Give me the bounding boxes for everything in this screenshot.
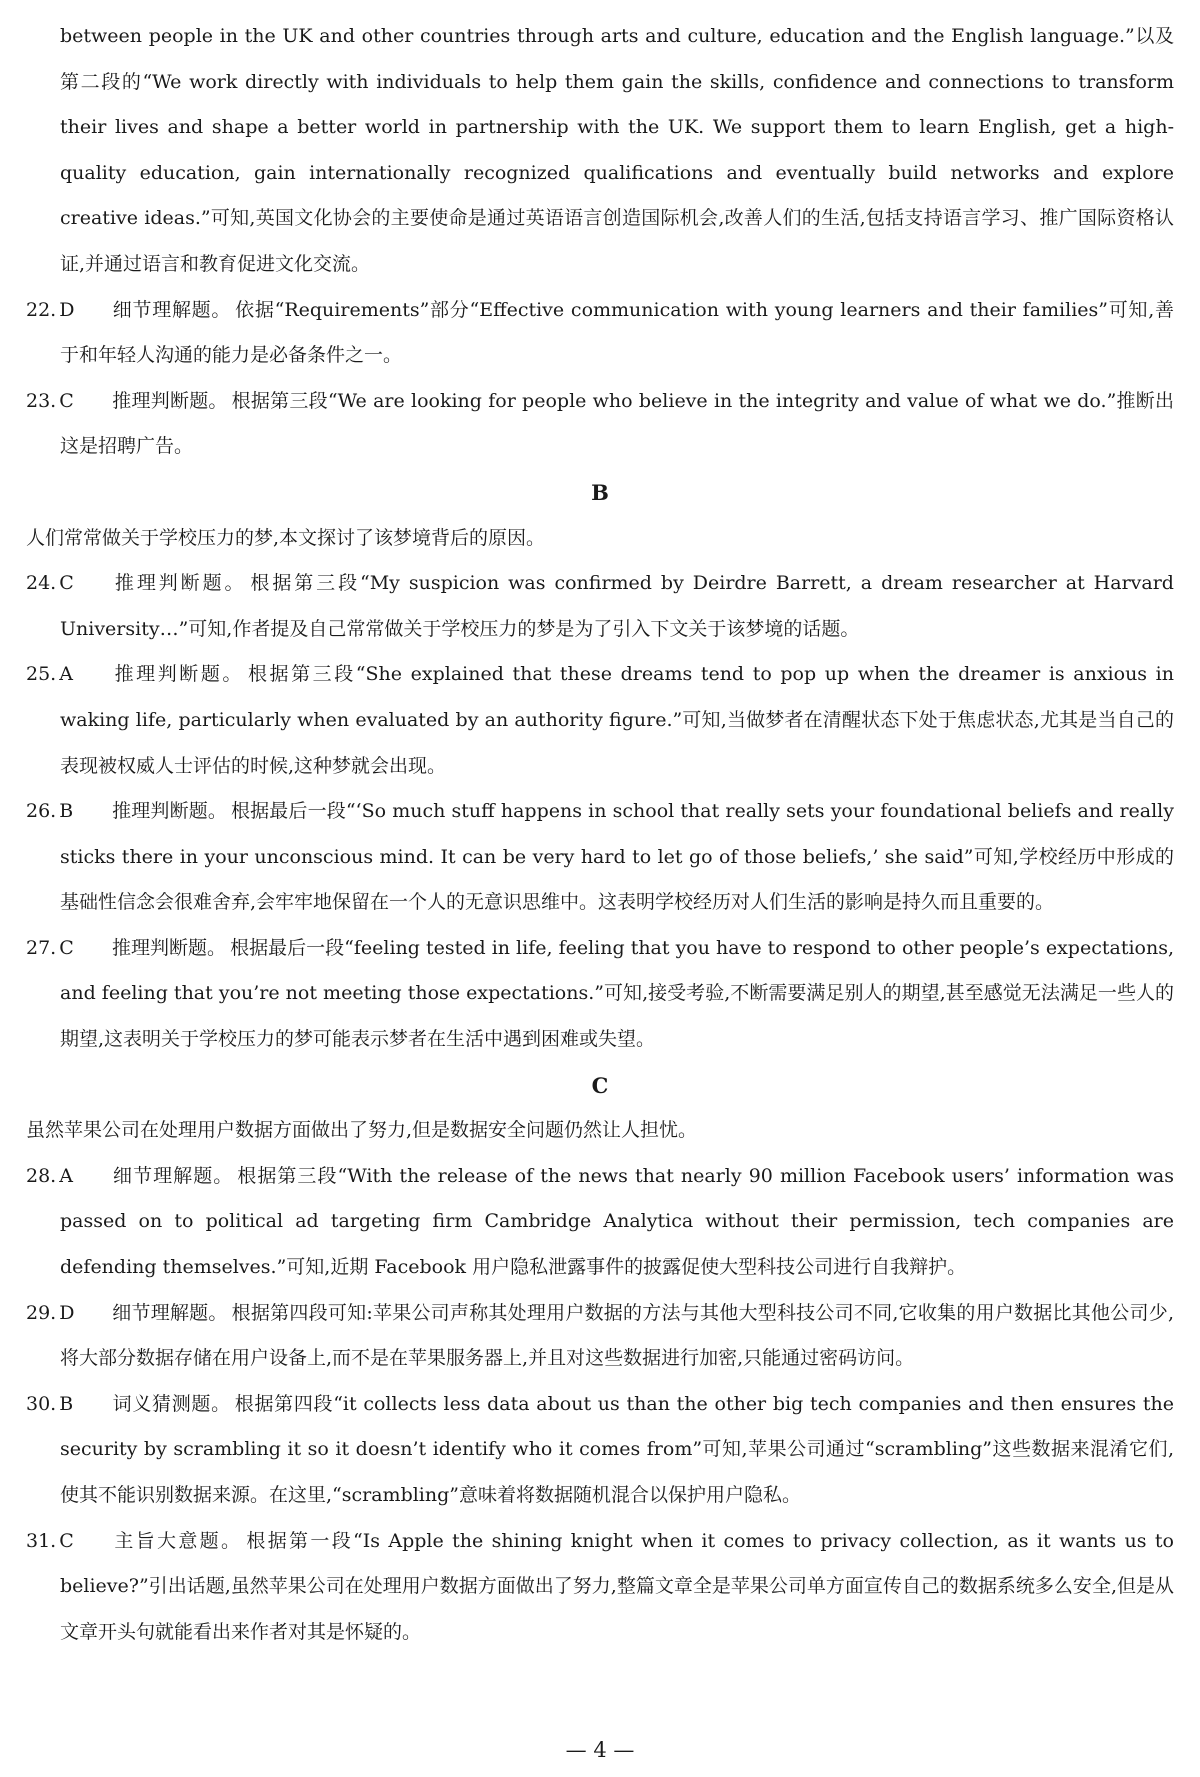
- question-type: 推理判断题。: [112, 389, 228, 412]
- explanation-text: 依据“Requirements”部分“Effective communication with young learners and their families”可知,善于和年轻人沟通的能力是必备条件之一。: [60, 298, 1174, 367]
- section-summary-b: 人们常常做关于学校压力的梦,本文探讨了该梦境背后的原因。: [26, 526, 546, 549]
- answer-item-22: [26, 288, 1174, 379]
- answer-letter: A: [59, 1164, 73, 1187]
- explanation-text: 根据第三段“My suspicion was confirmed by Deirdre Barrett, a dream researcher at Harvard University…”可知,作者提及自己常常做关于学校压力的梦是为了引入下文关于该梦境的话题。: [60, 572, 1174, 640]
- question-type: 细节理解题。: [112, 298, 232, 321]
- question-number: 25.: [26, 663, 57, 686]
- question-number: 24.: [26, 572, 57, 595]
- question-type: 细节理解题。: [112, 1301, 228, 1324]
- question-number: 31.: [26, 1529, 57, 1552]
- question-number: 28.: [26, 1164, 57, 1187]
- question-number: 29.: [26, 1301, 57, 1324]
- q21-continuation: between people in the UK and other countries through arts and culture, education and the English language.”以及第二段的“We work directly with individuals to help them gain the skills, confidence and connections to transform their lives and shape a better world in partnership with the UK. We support them to learn English, get a high-quality education, gain internationally recognized qualifications and eventually build networks and explore creative ideas.”可知,英国文化协会的主要使命是通过英语语言创造国际机会,改善人们的生活,包括支持语言学习、推广国际资格认证,并通过语言和教育促进文化交流。: [60, 25, 1174, 275]
- answer-item-28: [26, 1154, 1174, 1291]
- question-type: 推理判断题。: [112, 663, 244, 686]
- answer-letter: C: [59, 1529, 74, 1552]
- explanation-text: 根据第四段可知:苹果公司声称其处理用户数据的方法与其他大型科技公司不同,它收集的用户数据比其他公司少,将大部分数据存储在用户设备上,而不是在苹果服务器上,并且对这些数据进行加密,只能通过密码访问。: [60, 1301, 1174, 1370]
- explanation-text: 根据第四段“it collects less data about us than the other big tech companies and then ensures the security by scrambling it so it doesn’t identify who it comes from”可知,苹果公司通过“scrambling”这些数据来混淆它们,使其不能识别数据来源。在这里,“scrambling”意味着将数据随机混合以保护用户隐私。: [60, 1392, 1174, 1506]
- answer-item-26: [26, 789, 1174, 926]
- page-number: — 4 —: [565, 1738, 635, 1762]
- question-type: 推理判断题。: [112, 936, 227, 959]
- answer-letter: C: [59, 389, 74, 412]
- section-summary-c: 虽然苹果公司在处理用户数据方面做出了努力,但是数据安全问题仍然让人担忧。: [26, 1119, 698, 1142]
- answer-letter: D: [59, 298, 75, 321]
- question-type: 推理判断题。: [112, 800, 227, 823]
- question-type: 细节理解题。: [112, 1164, 234, 1187]
- answer-item-23: [26, 379, 1174, 470]
- question-number: 26.: [26, 800, 57, 823]
- answer-item-29: [26, 1291, 1174, 1382]
- answer-item-30: [26, 1382, 1174, 1519]
- answer-item-24: [26, 561, 1174, 652]
- answer-letter: C: [59, 936, 74, 959]
- question-type: 词义猜测题。: [112, 1392, 231, 1415]
- question-type: 主旨大意题。: [112, 1529, 243, 1552]
- question-number: 22.: [26, 298, 57, 321]
- section-heading-b: B: [591, 479, 609, 505]
- answer-item-25: [26, 652, 1174, 789]
- answer-letter: C: [59, 572, 74, 595]
- answer-letter: A: [59, 663, 73, 686]
- explanation-text: 根据第三段“We are looking for people who believe in the integrity and value of what we do.”推断出这是招聘广告。: [60, 389, 1174, 458]
- answer-item-31: [26, 1519, 1174, 1656]
- answer-letter: B: [59, 800, 74, 823]
- answer-letter: D: [59, 1301, 75, 1324]
- explanation-text: 根据第一段“Is Apple the shining knight when it comes to privacy collection, as it wants us to believe?”引出话题,虽然苹果公司在处理用户数据方面做出了努力,整篇文章全是苹果公司单方面宣传自己的数据系统多么安全,但是从文章开头句就能看出来作者对其是怀疑的。: [60, 1529, 1174, 1643]
- explanation-text: 根据最后一段“‘So much stuff happens in school that really sets your foundational beliefs and really sticks there in your unconscious mind. It can be very hard to let go of those beliefs,’ she said”可知,学校经历中形成的基础性信念会很难舍弃,会牢牢地保留在一个人的无意识思维中。这表明学校经历对人们生活的影响是持久而且重要的。: [60, 800, 1174, 914]
- question-number: 30.: [26, 1392, 57, 1415]
- question-type: 推理判断题。: [112, 572, 247, 595]
- explanation-text: 根据最后一段“feeling tested in life, feeling that you have to respond to other people’s expectations, and feeling that you’re not meeting those expectations.”可知,接受考验,不断需要满足别人的期望,甚至感觉无法满足一些人的期望,这表明关于学校压力的梦可能表示梦者在生活中遇到困难或失望。: [60, 936, 1174, 1051]
- explanation-text: 根据第三段“She explained that these dreams tend to pop up when the dreamer is anxious in waking life, particularly when evaluated by an authority figure.”可知,当做梦者在清醒状态下处于焦虑状态,尤其是当自己的表现被权威人士评估的时候,这种梦就会出现。: [60, 663, 1174, 777]
- question-number: 23.: [26, 389, 57, 412]
- answer-key-page: [26, 14, 1174, 1655]
- question-number: 27.: [26, 936, 57, 959]
- answer-item-27: [26, 926, 1174, 1063]
- section-heading-c: C: [591, 1072, 609, 1098]
- explanation-text: 根据第三段“With the release of the news that nearly 90 million Facebook users’ information was passed on to political ad targeting firm Cambridge Analytica without their permission, tech companies are defending themselves.”可知,近期 Facebook 用户隐私泄露事件的披露促使大型科技公司进行自我辩护。: [60, 1164, 1174, 1279]
- answer-letter: B: [59, 1392, 74, 1415]
